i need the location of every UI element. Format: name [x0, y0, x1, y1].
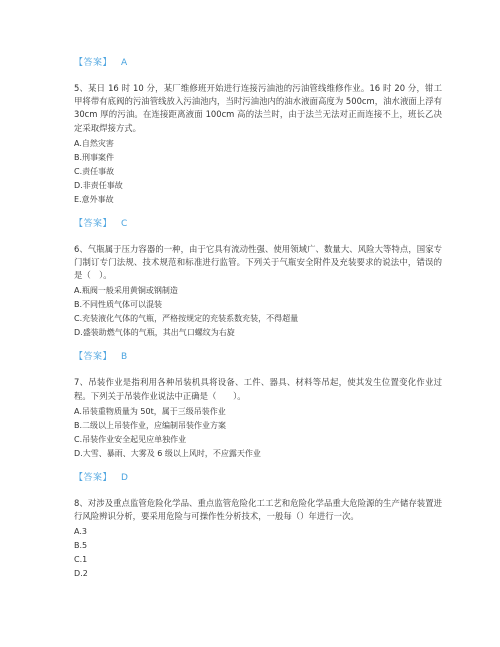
- question-6: 6、气瓶属于压力容器的一种，由于它具有流动性强、使用领域广、数量大、风险大等特点，国家专门制订专门法规、技术规范和标准进行监管。下列关于气瓶安全附件及充装要求的说法中，错误的是（ ）。: [74, 243, 442, 281]
- answer-value: A: [121, 58, 128, 68]
- answer-label: 【答案】: [74, 352, 113, 363]
- answer-line: [74, 350, 442, 364]
- document-page: [74, 56, 442, 581]
- option-b: B.刑事案件: [74, 152, 115, 162]
- option-d: D.非责任事故: [74, 180, 123, 190]
- answer-label: 【答案】: [74, 218, 113, 229]
- option-c: C.吊装作业安全起见应单独作业: [74, 434, 187, 444]
- question-5: 5、某日 16 时 10 分，某厂维修班开始进行连接污油池的污油管线维修作业。16 时 20 分，钳工甲将带有底阀的污油管线放入污油池内，当时污油池内的油水液面高度为 500cm，油水液面上浮有 30cm 厚的污油。在连接距离液面 100cm 高的法兰时，由于法兰无法对正而连接不上，班长乙决定采取焊接方式。: [74, 83, 442, 133]
- option-a: A.瓶阀一般采用黄铜或钢制造: [74, 286, 178, 296]
- answer-line: [74, 56, 442, 70]
- option-a: A.吊装重物质量为 50t，属于三级吊装作业: [74, 406, 226, 416]
- answer-value: C: [121, 218, 128, 229]
- option-c: C.责任事故: [74, 166, 115, 176]
- option-b: B.二级以上吊装作业，应编制吊装作业方案: [74, 420, 227, 430]
- answer-value: D: [121, 472, 128, 483]
- question-7: 7、吊装作业是指利用各种吊装机具将设备、工件、器具、材料等吊起，使其发生位置变化作业过程。下列关于吊装作业说法中正确是（ ）。: [74, 377, 442, 401]
- option-a: A.自然灾害: [74, 138, 114, 148]
- option-b: B.不同性质气体可以混装: [74, 300, 163, 310]
- option-a: A.3: [74, 527, 87, 537]
- option-e: E.意外事故: [74, 194, 114, 204]
- option-d: D.大雪、暴雨、大雾及 6 级以上风时，不应露天作业: [74, 448, 261, 458]
- option-c: C.1: [74, 555, 88, 565]
- answer-line: [74, 471, 442, 485]
- answer-label: 【答案】: [74, 472, 113, 483]
- answer-label: 【答案】: [74, 58, 113, 68]
- option-d: D.盛装助燃气体的气瓶，其出气口螺纹为右旋: [74, 328, 235, 338]
- answer-line: [74, 217, 442, 231]
- option-c: C.充装液化气体的气瓶，严格按规定的充装系数充装，不得超量: [74, 314, 299, 324]
- option-b: B.5: [74, 541, 88, 551]
- option-d: D.2: [74, 569, 88, 579]
- question-8: 8、对涉及重点监管危险化学品、重点监管危险化工工艺和危险化学品重大危险源的生产储存装置进行风险辨识分析，要采用危险与可操作性分析技术，一般每（）年进行一次。: [74, 497, 442, 522]
- answer-value: B: [121, 352, 128, 363]
